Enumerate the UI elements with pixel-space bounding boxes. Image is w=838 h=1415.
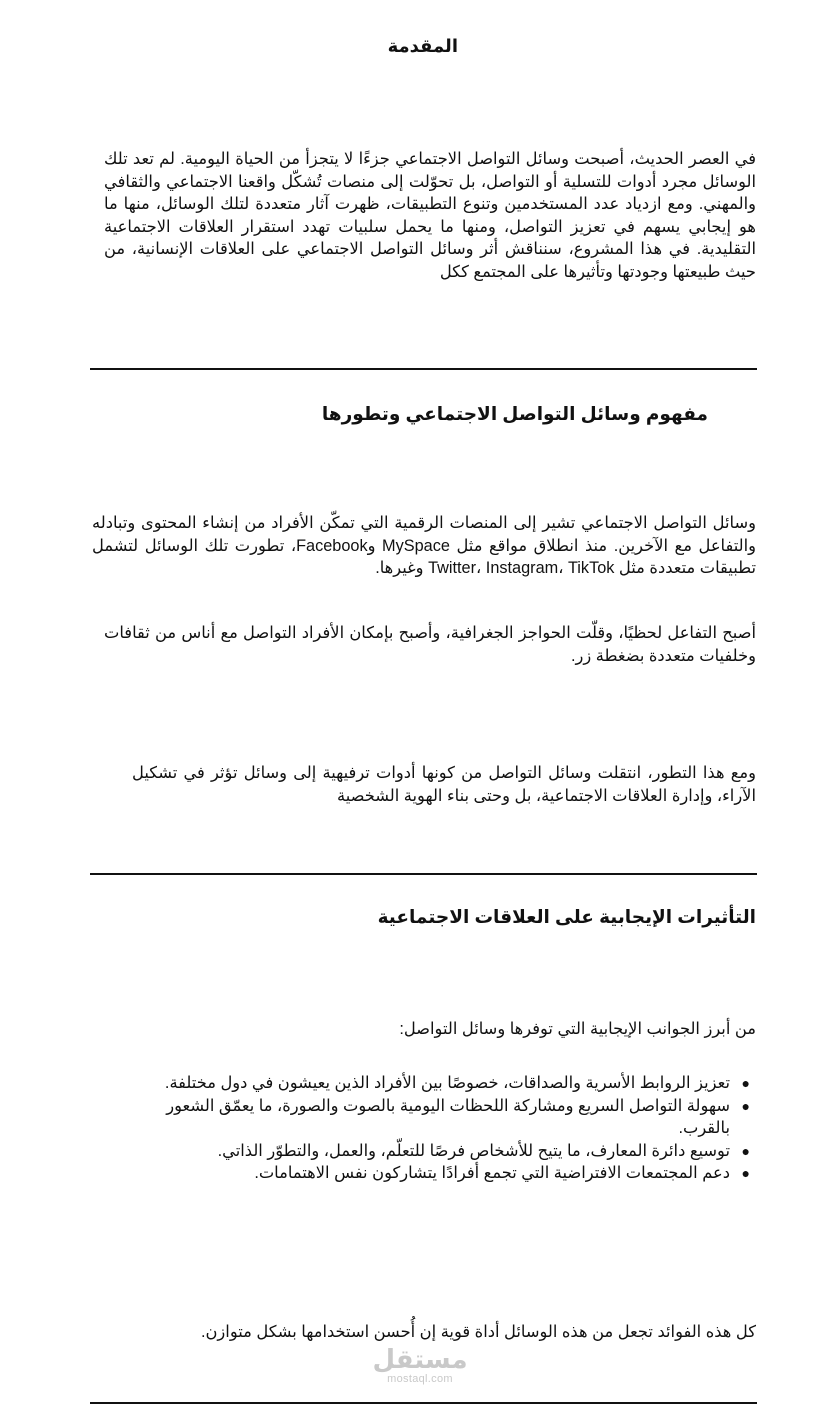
concept-paragraph-3: ومع هذا التطور، انتقلت وسائل التواصل من كونها أدوات ترفيهية إلى وسائل تؤثر في تشكيل الآراء، وإدارة العلاقات الاجتماعية، بل وحتى بناء الهوية الشخصية <box>132 764 756 805</box>
bullet-icon: ● <box>741 1165 750 1182</box>
watermark-logo-text: مستقل <box>372 1344 468 1374</box>
list-item <box>128 1140 756 1163</box>
concept-heading: مفهوم وسائل التواصل الاجتماعي وتطورها <box>321 403 708 424</box>
section-divider <box>90 1402 757 1404</box>
list-item-text: دعم المجتمعات الافتراضية التي تجمع أفرادًا يتشاركون نفس الاهتمامات. <box>254 1164 730 1183</box>
positive-effects-intro: من أبرز الجوانب الإيجابية التي توفرها وسائل التواصل: <box>399 1020 756 1038</box>
section-divider <box>90 368 757 370</box>
watermark-logo <box>360 1346 480 1386</box>
list-item <box>128 1095 756 1140</box>
section-divider <box>90 873 757 875</box>
intro-paragraph: في العصر الحديث، أصبحت وسائل التواصل الاجتماعي جزءًا لا يتجزأ من الحياة اليومية. لم تعد تلك الوسائل مجرد أدوات للتسلية أو التواصل، بل تحوّلت إلى منصات تُشكّل واقعنا الاجتماعي والثقافي والمهني. ومع ازدياد عدد المستخدمين وتنوع التطبيقات، ظهرت آثار متعددة لتلك الوسائل، منها ما هو إيجابي يسهم في تعزيز التواصل، ومنها ما يحمل سلبيات تهدد استقرار العلاقات الاجتماعية التقليدية. في هذا المشروع، سنناقش أثر وسائل التواصل الاجتماعي على العلاقات الإنسانية، من حيث طبيعتها وجودتها وتأثيرها على المجتمع ككل <box>104 150 756 281</box>
list-item <box>128 1162 756 1185</box>
concept-paragraph-2: أصبح التفاعل لحظيًا، وقلّت الحواجز الجغرافية، وأصبح بإمكان الأفراد التواصل مع أناس من ثقافات وخلفيات متعددة بضغطة زر. <box>104 624 756 665</box>
bullet-icon: ● <box>741 1142 750 1159</box>
list-item-text: سهولة التواصل السريع ومشاركة اللحظات اليومية بالصوت والصورة، ما يعمّق الشعور بالقرب. <box>166 1096 730 1138</box>
closing-paragraph: كل هذه الفوائد تجعل من هذه الوسائل أداة قوية إن أُحسن استخدامها بشكل متوازن. <box>200 1323 756 1341</box>
intro-title: المقدمة <box>387 36 458 56</box>
concept-paragraph-1: وسائل التواصل الاجتماعي تشير إلى المنصات الرقمية التي تمكّن الأفراد من إنشاء المحتوى وتبادله والتفاعل مع الآخرين. منذ انطلاق مواقع مثل MySpace وFacebook، تطورت تلك الوسائل لتشمل تطبيقات متعددة مثل Twitter، Instagram، TikTok وغيرها. <box>92 514 756 578</box>
list-item-text: توسيع دائرة المعارف، ما يتيح للأشخاص فرصًا للتعلّم، والعمل، والتطوّر الذاتي. <box>217 1141 730 1160</box>
bullet-icon: ● <box>741 1075 750 1091</box>
positive-effects-heading: التأثيرات الإيجابية على العلاقات الاجتماعية <box>377 906 756 927</box>
positive-effects-list <box>128 1072 756 1185</box>
list-item-text: تعزيز الروابط الأسرية والصداقات، خصوصًا بين الأفراد الذين يعيشون في دول مختلفة. <box>164 1074 730 1092</box>
list-item <box>128 1072 756 1095</box>
watermark-url: mostaql.com <box>387 1373 453 1385</box>
bullet-icon: ● <box>741 1097 750 1114</box>
